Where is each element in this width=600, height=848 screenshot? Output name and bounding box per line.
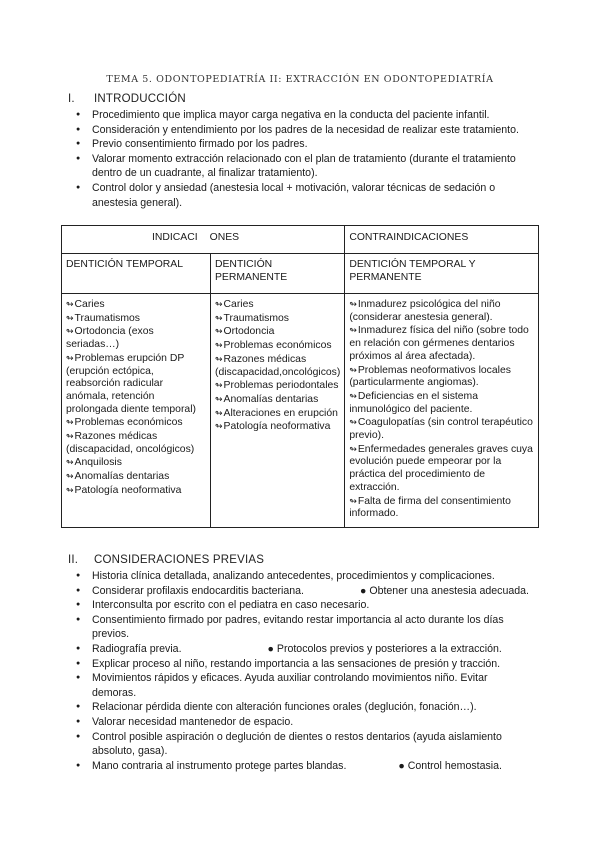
table-list-item [215, 312, 340, 326]
list-item: ● Historia clínica detallada, analizando antecedentes, procedimientos y complicaciones. [62, 569, 532, 584]
arrow-icon: ↬ [66, 431, 74, 442]
arrow-icon: ↬ [349, 390, 357, 401]
arrow-icon: ↬ [349, 417, 357, 428]
list-item-text: Control hemostasia. [407, 759, 502, 772]
considerations-bullet-list [62, 569, 532, 773]
table-list-item [215, 339, 340, 353]
arrow-icon: ↬ [66, 326, 74, 337]
arrow-icon: ↬ [66, 484, 74, 495]
table-list-item-text: Inmadurez psicológica del niño (considerar anestesia general). [349, 299, 501, 323]
list-item [62, 642, 532, 657]
arrow-icon: ↬ [215, 421, 223, 432]
intro-bullet-list [62, 108, 532, 210]
table-list-item-text: Traumatismos [223, 312, 289, 324]
table-list-item [215, 298, 340, 312]
list-item: ● Procedimiento que implica mayor carga negativa en la conducta del paciente infantil. [62, 108, 532, 123]
list-item: ● Control posible aspiración o deglución de dientes o restos dentarios (ayuda aislamiento absoluto, gasa). [62, 730, 532, 759]
list-item: ● Previo consentimiento firmado por los padres. [62, 137, 532, 152]
permanente-indications-cell [211, 294, 345, 528]
table-list-item-text: Razones médicas (discapacidad, oncológicos) [66, 431, 195, 455]
section-title: CONSIDERACIONES PREVIAS [94, 554, 265, 566]
list-item: ● Valorar momento extracción relacionado con el plan de tratamiento (durante el tratamiento dentro de un cuadrante, al finalizar tratamiento). [62, 152, 532, 181]
list-item: ● Valorar necesidad mantenedor de espacio. [62, 715, 532, 730]
table-list-item-text: Razones médicas (discapacidad,oncológicos) [215, 353, 341, 378]
table-list-item-text: Problemas económicos [74, 417, 183, 429]
arrow-icon: ↬ [215, 407, 223, 418]
table-list-item [66, 298, 206, 312]
arrow-icon: ↬ [66, 299, 74, 309]
arrow-icon: ↬ [215, 380, 223, 391]
table-list-item [66, 456, 206, 470]
table-list-item-text: Caries [74, 299, 105, 310]
table-list-item [66, 416, 206, 430]
table-list-item [66, 312, 206, 326]
table-list-item [215, 325, 340, 339]
inline-bullet-icon: ● [359, 584, 367, 597]
table-list-item [349, 495, 534, 521]
list-item-text: Protocolos previos y posteriores a la extracción. [276, 642, 502, 655]
arrow-icon: ↬ [349, 299, 357, 309]
list-item-text: Considerar profilaxis endocarditis bacteriana. [92, 584, 304, 597]
table-list-item-text: Ortodoncia [223, 326, 275, 338]
list-item-text: Radiografía previa. [92, 642, 182, 655]
table-list-item-text: Caries [223, 299, 254, 310]
list-item: ● Explicar proceso al niño, restando importancia a las sensaciones de presión y tracción. [62, 657, 532, 672]
table-list-item-text: Falta de firma del consentimiento informado. [349, 495, 511, 520]
table-list-item [66, 430, 206, 456]
subheader-permanente: DENTICIÓN PERMANENTE [211, 254, 345, 294]
arrow-icon: ↬ [215, 353, 223, 364]
contraindications-cell [345, 294, 539, 528]
arrow-icon: ↬ [215, 340, 223, 351]
arrow-icon: ↬ [66, 312, 74, 323]
table-list-item-text: Patología neoformativa [223, 421, 331, 433]
table-list-item-text: Alteraciones en erupción [223, 407, 338, 419]
table-list-item-text: Deficiencias en el sistema inmunológico del paciente. [349, 390, 478, 415]
list-item-text: Obtener una anestesia adecuada. [369, 584, 529, 597]
table-list-item-text: Problemas erupción DP (erupción ectópica, reabsorción radicular anómala, retención prolongada diente temporal) [66, 352, 196, 415]
table-list-item [215, 407, 340, 421]
table-list-item [66, 325, 206, 351]
table-list-item-text: Problemas periodontales [223, 380, 339, 392]
arrow-icon: ↬ [66, 471, 74, 482]
arrow-icon: ↬ [349, 325, 357, 336]
arrow-icon: ↬ [349, 364, 357, 375]
indications-header [62, 226, 345, 254]
arrow-icon: ↬ [215, 299, 223, 309]
table-list-item-text: Traumatismos [74, 312, 140, 324]
table-list-item [349, 416, 534, 442]
table-list-item-text: Anomalías dentarias [74, 471, 170, 483]
table-list-item [66, 352, 206, 417]
section-heading-consideraciones [68, 554, 264, 566]
indications-table [61, 225, 539, 528]
list-item: ● Consentimiento firmado por padres, evitando restar importancia al acto durante los días previos. [62, 613, 532, 642]
table-list-item-text: Anquilosis [74, 457, 122, 469]
table-list-item-text: Problemas neoformativos locales (particularmente angiomas). [349, 364, 511, 389]
table-list-item [349, 390, 534, 416]
arrow-icon: ↬ [215, 312, 223, 323]
table-list-item [349, 443, 534, 495]
contraindications-header: CONTRAINDICACIONES [345, 226, 539, 254]
section-heading-introduccion [68, 93, 186, 105]
table-list-item-text: Ortodoncia (exos seriadas…) [66, 326, 154, 351]
inline-bullet-icon: ● [398, 759, 405, 772]
section-number: II. [68, 554, 79, 566]
table-list-item [215, 420, 340, 434]
indications-header-part2: ONES [209, 232, 240, 243]
list-item: ● Consideración y entendimiento por los padres de la necesidad de realizar este tratamiento. [62, 123, 532, 138]
subheader-temporal: DENTICIÓN TEMPORAL [62, 254, 211, 294]
table-list-item-text: Enfermedades generales graves cuya evolución puede empeorar por la práctica del procedimiento de extracción. [349, 443, 533, 493]
arrow-icon: ↬ [66, 457, 74, 468]
list-item [62, 759, 532, 774]
list-item: ● Interconsulta por escrito con el pediatra en caso necesario. [62, 598, 532, 613]
list-item: ● Relacionar pérdida diente con alteración funciones orales (deglución, fonación…). [62, 700, 532, 715]
temporal-indications-cell [62, 294, 211, 528]
table-list-item-text: Patología neoformativa [74, 484, 182, 496]
arrow-icon: ↬ [215, 326, 223, 337]
arrow-icon: ↬ [215, 393, 223, 404]
arrow-icon: ↬ [66, 352, 74, 363]
inline-bullet-icon: ● [267, 642, 274, 655]
table-list-item [215, 379, 340, 393]
table-list-item-text: Anomalías dentarias [223, 393, 319, 405]
arrow-icon: ↬ [349, 443, 357, 454]
table-list-item [66, 484, 206, 498]
list-item: ● Movimientos rápidos y eficaces. Ayuda auxiliar controlando movimientos niño. Evitar demoras. [62, 671, 532, 700]
table-list-item [349, 364, 534, 390]
subheader-temporal-permanente: DENTICIÓN TEMPORAL Y PERMANENTE [345, 254, 539, 294]
arrow-icon: ↬ [349, 495, 357, 506]
indications-header-part1: INDICACI [152, 232, 198, 243]
table-list-item-text: Problemas económicos [223, 340, 332, 352]
arrow-icon: ↬ [66, 417, 74, 428]
table-list-item [215, 353, 340, 379]
document-title: TEMA 5. ODONTOPEDIATRÍA II: EXTRACCIÓN EN ODONTOPEDIATRÍA [106, 74, 494, 85]
table-list-item [349, 324, 534, 363]
table-list-item-text: Coagulopatías (sin control terapéutico previo). [349, 417, 533, 442]
table-list-item-text: Inmadurez física del niño (sobre todo en relación con gérmenes dentarios próximos al área afectada). [349, 325, 529, 362]
section-title: INTRODUCCIÓN [94, 93, 186, 105]
table-list-item [215, 393, 340, 407]
list-item-text: Mano contraria al instrumento protege partes blandas. [92, 759, 347, 772]
section-number: I. [68, 93, 75, 105]
table-list-item [66, 470, 206, 484]
list-item [62, 584, 532, 599]
table-list-item [349, 298, 534, 324]
list-item: ● Control dolor y ansiedad (anestesia local + motivación, valorar técnicas de sedación o anestesia general). [62, 181, 532, 210]
